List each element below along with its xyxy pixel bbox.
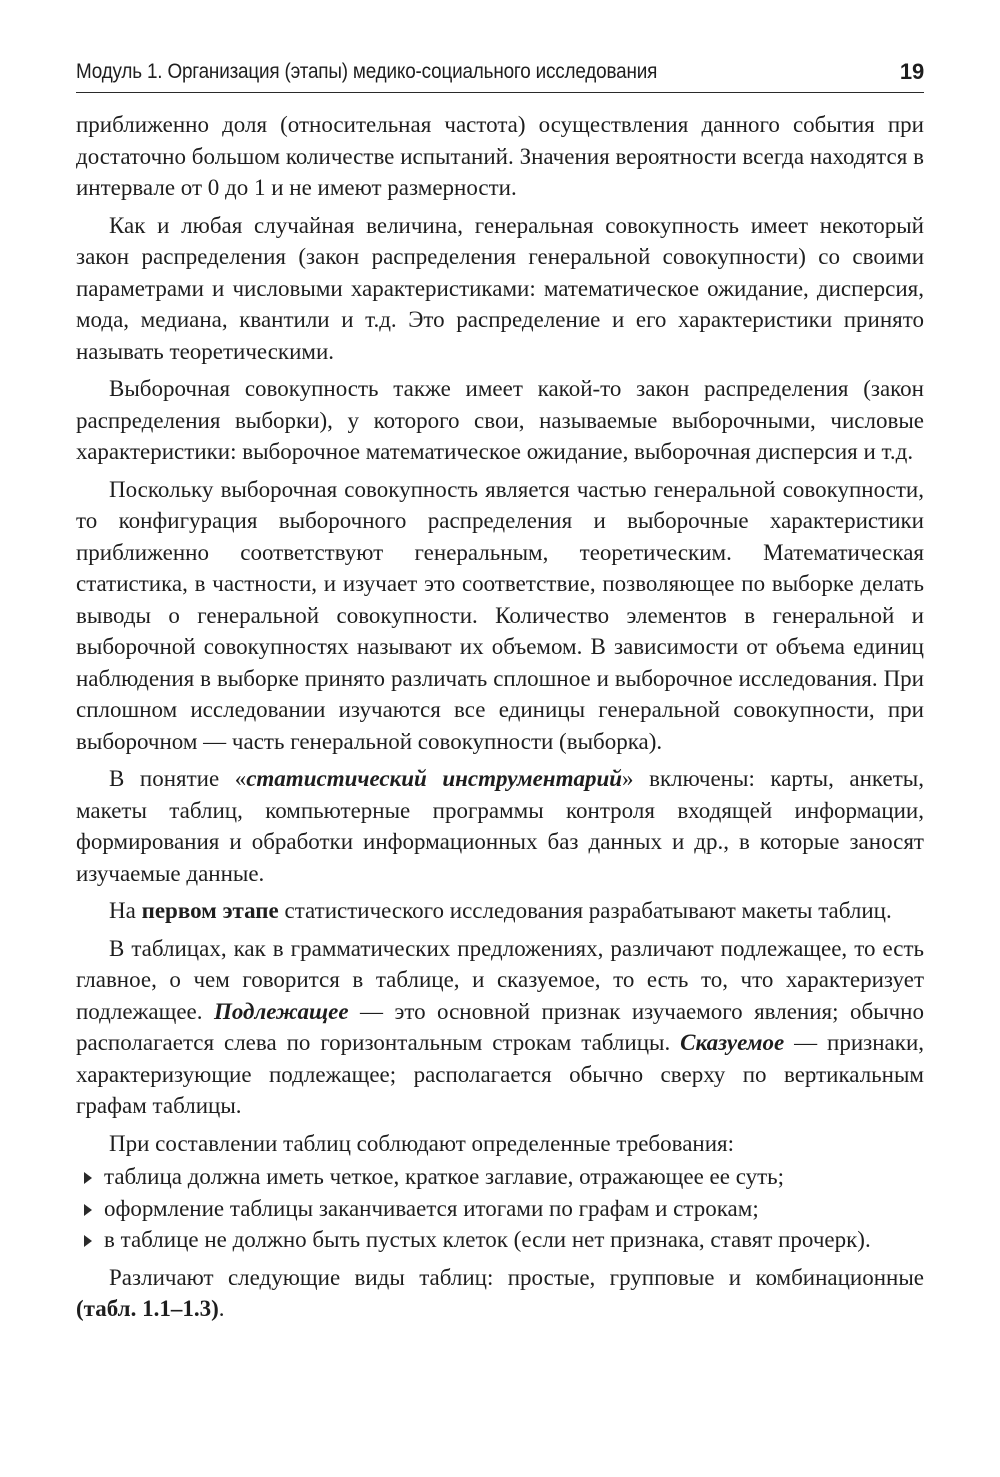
paragraph-7 <box>76 933 924 1122</box>
paragraph-6-before: На <box>109 898 142 923</box>
body-text <box>76 109 924 1325</box>
list-item <box>76 1161 924 1193</box>
paragraph-9 <box>76 1262 924 1325</box>
header-title: Модуль 1. Организация (этапы) медико-социального исследования <box>76 60 658 83</box>
list-item-text: таблица должна иметь четкое, краткое заглавие, отражающее ее суть; <box>104 1164 785 1189</box>
list-item-text: оформление таблицы заканчивается итогами по графам и строкам; <box>104 1195 759 1221</box>
paragraph-5-before: В понятие « <box>109 766 247 791</box>
page <box>76 58 924 1331</box>
term-first-stage: первом этапе <box>141 898 279 923</box>
paragraph-9-after: . <box>218 1296 225 1321</box>
term-statistical-toolkit: статистический инструментарий <box>246 766 623 791</box>
paragraph-7-part3: — признаки, характеризующие подлежащее; располагается обычно сверху по вертикальным графам таблицы. <box>76 1030 924 1118</box>
triangle-bullet-icon <box>84 1204 92 1216</box>
list-item <box>76 1224 924 1256</box>
term-predicate: Сказуемое <box>680 1030 785 1055</box>
term-subject: Подлежащее <box>213 998 349 1024</box>
page-number: 19 <box>899 59 924 84</box>
paragraph-8: При составлении таблиц соблюдают определенные требования: <box>109 1130 734 1156</box>
paragraph-7-part2: — это основной признак изучаемого явления; обычно располагается слева по горизонтальным строкам таблицы. <box>76 998 924 1055</box>
requirements-list <box>76 1161 924 1256</box>
paragraph-7-part1: В таблицах, как в грамматических предложениях, различают подлежащее, то есть главное, о чем говорится в таблице, и сказуемое, то есть то, что характеризует подлежащее. <box>76 935 924 1024</box>
list-item <box>76 1193 924 1225</box>
list-item-text: в таблице не должно быть пустых клеток (если нет признака, ставят прочерк). <box>104 1227 871 1252</box>
paragraph-6-after: статистического исследования разрабатывают макеты таблиц. <box>278 898 892 923</box>
paragraph-2: Как и любая случайная величина, генеральная совокупность имеет некоторый закон распределения (закон распределения генеральной совокупности) со своими параметрами и числовыми характеристиками: математическое ожидание, дисперсия, мода, медиана, квантили и т.д. Это распределение и его характеристики принято называть теоретическими. <box>76 212 924 364</box>
paragraph-4: Поскольку выборочная совокупность является частью генеральной совокупности, то конфигурация выборочного распределения и выборочные характеристики приближенно соответствуют генеральным, теоретическим. Математическая статистика, в частности, и изучает это соответствие, позволяющее по выборке делать выводы о генеральной совокупности. Количество элементов в генеральной и выборочной совокупностях называют их объемом. В зависимости от объема единиц наблюдения в выборке принято различать сплошное и выборочное исследования. При сплошном исследовании изучаются все единицы генеральной совокупности, при выборочном — часть генеральной совокупности (выборка). <box>76 476 924 754</box>
triangle-bullet-icon <box>84 1235 92 1247</box>
paragraph-9-before: Различают следующие виды таблиц: простые, групповые и комбинационные <box>109 1264 924 1290</box>
table-reference: (табл. 1.1–1.3) <box>76 1296 219 1321</box>
paragraph-5-after: » включены: карты, анкеты, макеты таблиц, компьютерные программы контроля входящей информации, формирования и обработки информационных баз данных и др., в которые заносят изучаемые данные. <box>76 766 924 886</box>
paragraph-1: приближенно доля (относительная частота) осуществления данного события при достаточно большом количестве испытаний. Значения вероятности всегда находятся в интервале от 0 до 1 и не имеют размерности. <box>76 112 924 200</box>
triangle-bullet-icon <box>84 1172 92 1184</box>
paragraph-3: Выборочная совокупность также имеет какой-то закон распределения (закон распределения выборки), у которого свои, называемые выборочными, числовые характеристики: выборочное математическое ожидание, выборочная дисперсия и т.д. <box>76 376 924 464</box>
running-header <box>76 58 924 93</box>
paragraph-6 <box>76 895 924 927</box>
paragraph-5 <box>76 763 924 889</box>
